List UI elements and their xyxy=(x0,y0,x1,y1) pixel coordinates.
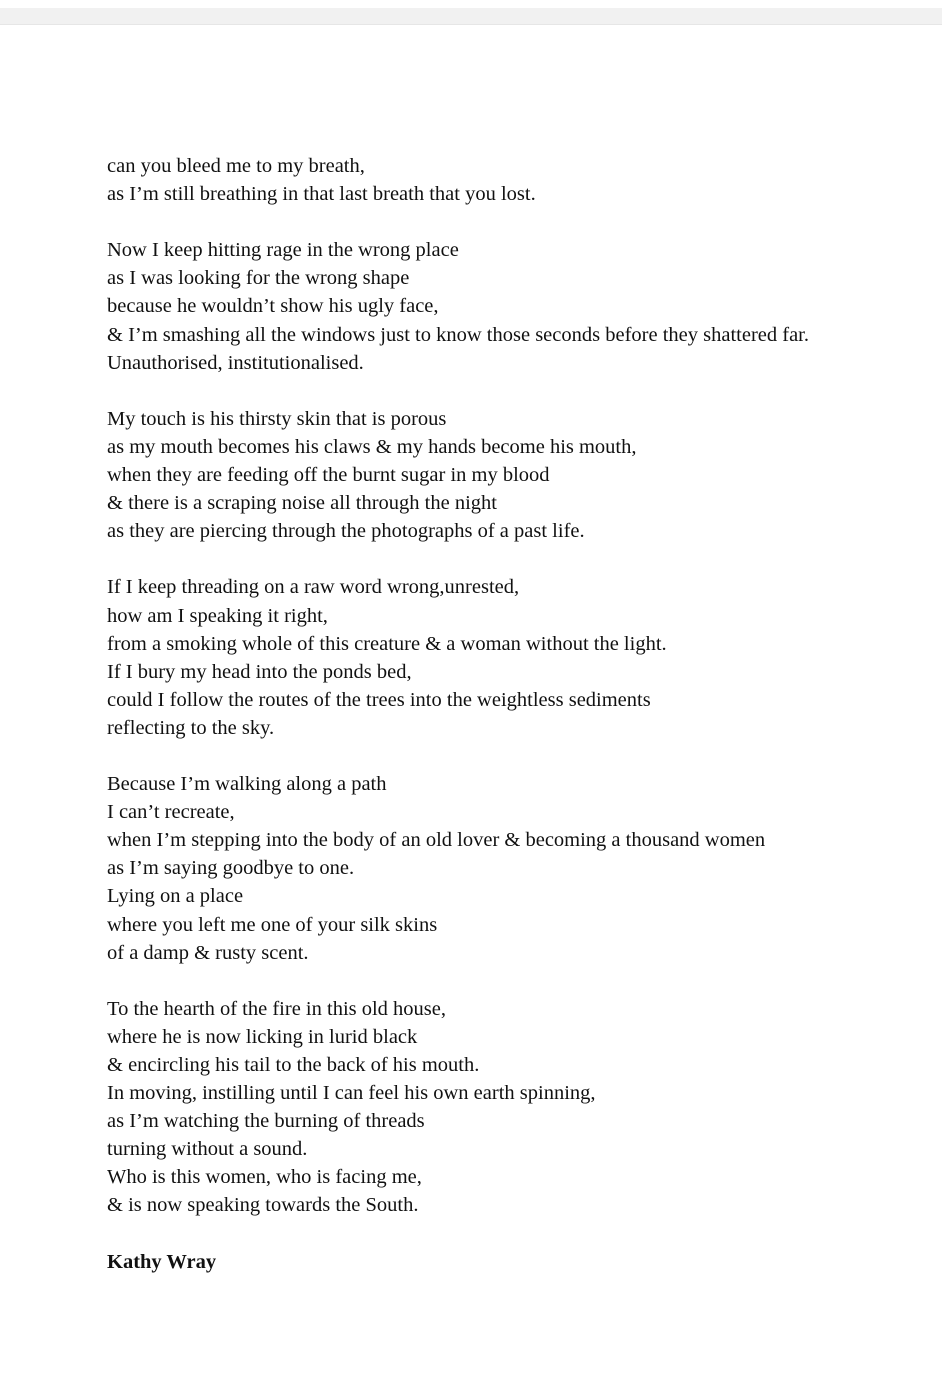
poem-line: when they are feeding off the burnt sugar in my blood xyxy=(107,464,550,487)
poem-line: Now I keep hitting rage in the wrong place xyxy=(107,239,459,262)
poem-line: reflecting to the sky. xyxy=(107,716,275,739)
poem-line: as I was looking for the wrong shape xyxy=(107,267,410,290)
poem-line: Unauthorised, institutionalised. xyxy=(107,351,364,374)
stanza-4 xyxy=(107,573,907,742)
poem-line: can you bleed me to my breath, xyxy=(107,155,365,177)
poem-line: & is now speaking towards the South. xyxy=(107,1194,419,1217)
stanza-2 xyxy=(107,236,907,376)
poem-line: as I’m saying goodbye to one. xyxy=(107,857,355,880)
poem-line: as I’m still breathing in that last breath that you lost. xyxy=(107,183,536,206)
poem-line: as I’m watching the burning of threads xyxy=(107,1110,425,1133)
poem-line: Lying on a place xyxy=(107,885,244,908)
stanza-1 xyxy=(107,152,907,208)
poem-author: Kathy Wray xyxy=(107,1250,217,1273)
top-toolbar-strip xyxy=(0,8,942,25)
poem-line: Because I’m walking along a path xyxy=(107,773,387,796)
stanza-6 xyxy=(107,995,907,1220)
poem-line: Who is this women, who is facing me, xyxy=(107,1166,422,1189)
poem-line: & there is a scraping noise all through the night xyxy=(107,492,497,515)
poem-line: how am I speaking it right, xyxy=(107,604,328,627)
poem-line: & encircling his tail to the back of his mouth. xyxy=(107,1054,480,1076)
poem-line: as my mouth becomes his claws & my hands become his mouth, xyxy=(107,435,637,458)
poem-line: turning without a sound. xyxy=(107,1138,308,1161)
poem-line: & I’m smashing all the windows just to know those seconds before they shattered far. xyxy=(107,323,809,346)
poem-line: could I follow the routes of the trees into the weightless sediments xyxy=(107,688,651,711)
poem-line: If I bury my head into the ponds bed, xyxy=(107,660,412,683)
stanza-5 xyxy=(107,770,907,967)
poem-line: from a smoking whole of this creature & a woman without the light. xyxy=(107,632,667,655)
poem-line: when I’m stepping into the body of an old lover & becoming a thousand women xyxy=(107,829,766,852)
poem-line: If I keep threading on a raw word wrong,unrested, xyxy=(107,576,520,599)
poem-line: of a damp & rusty scent. xyxy=(107,941,309,964)
poem-line: as they are piercing through the photographs of a past life. xyxy=(107,520,585,543)
poem-line: because he wouldn’t show his ugly face, xyxy=(107,295,439,318)
poem-line: where he is now licking in lurid black xyxy=(107,1025,418,1048)
poem-line: In moving, instilling until I can feel his own earth spinning, xyxy=(107,1082,596,1105)
poem-line: My touch is his thirsty skin that is porous xyxy=(107,407,447,430)
stanza-3 xyxy=(107,405,907,545)
poem-page xyxy=(107,152,907,1276)
poem-line: where you left me one of your silk skins xyxy=(107,913,438,936)
poem-line: To the hearth of the fire in this old house, xyxy=(107,997,447,1020)
poem-line: I can’t recreate, xyxy=(107,801,235,824)
